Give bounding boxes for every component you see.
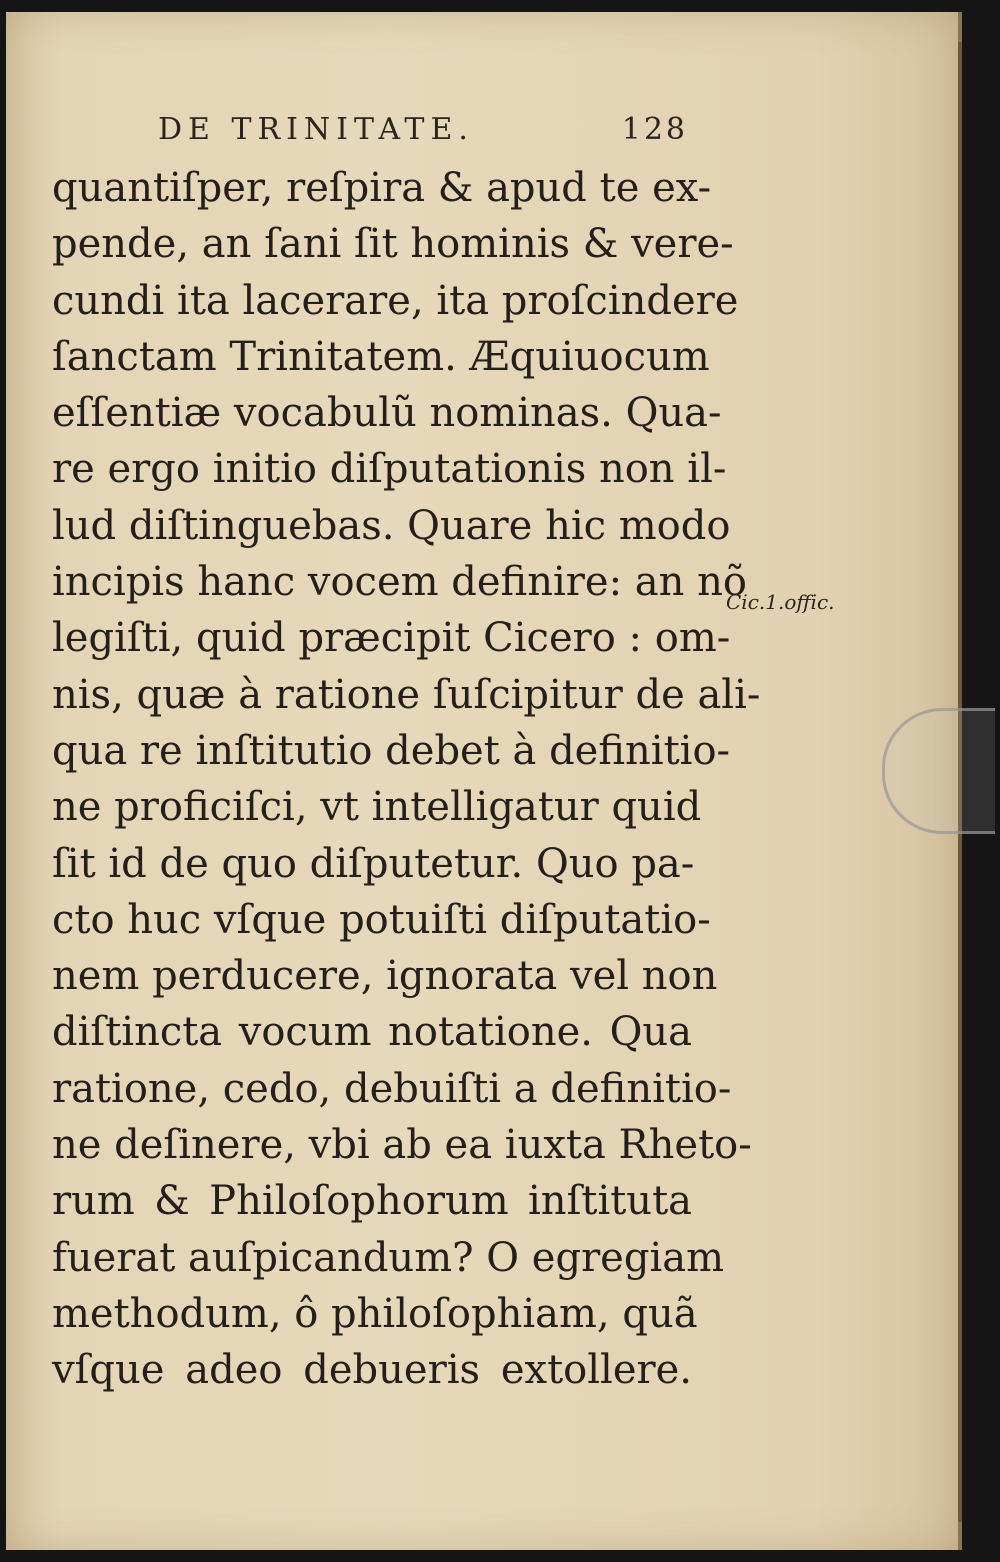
page-number: 128 bbox=[621, 112, 688, 147]
text-line: re ergo initio diſputationis non il- bbox=[52, 446, 727, 493]
text-line: eſſentiæ vocabulũ nominas. Qua- bbox=[52, 390, 722, 437]
text-line: ſit id de quo diſputetur. Quo pa- bbox=[52, 840, 695, 887]
text-line: ne deſinere, vbi ab ea iuxta Rheto- bbox=[52, 1122, 752, 1169]
text-line: qua re inſtitutio debet à definitio- bbox=[52, 727, 731, 774]
text-line: ratione, cedo, debuiſti a definitio- bbox=[52, 1065, 732, 1112]
text-line: nis, quæ à ratione ſuſcipitur de ali- bbox=[52, 671, 761, 718]
text-line: quantiſper, reſpira & apud te ex- bbox=[52, 165, 712, 211]
body-text bbox=[52, 160, 761, 1399]
text-line: legiſti, quid præcipit Cicero : om- bbox=[52, 615, 731, 662]
text-line: nem perducere, ignorata vel non bbox=[52, 953, 718, 1000]
text-line: lud diſtinguebas. Quare hic modo bbox=[52, 502, 731, 549]
text-line: cundi ita lacerare, ita proſcindere bbox=[52, 277, 739, 324]
text-line: fuerat auſpicandum? O egregiam bbox=[52, 1234, 725, 1281]
book-page bbox=[6, 12, 962, 1550]
text-line: methodum, ô philoſophiam, quã bbox=[52, 1290, 698, 1337]
text-line: pende, an ſani ſit hominis & vere- bbox=[52, 221, 734, 268]
text-line: ne proficiſci, vt intelligatur quid bbox=[52, 784, 702, 831]
text-line: ſanctam Trinitatem. Æquiuocum bbox=[52, 333, 710, 380]
running-title: DE TRINITATE. bbox=[158, 112, 474, 147]
text-line: incipis hanc vocem definire: an nõ bbox=[52, 559, 747, 606]
page-clip bbox=[882, 708, 995, 834]
marginal-note: Cic.1.offic. bbox=[726, 590, 835, 614]
text-line: cto huc vſque potuiſti diſputatio- bbox=[52, 896, 711, 943]
text-line: vſque adeo debueris extollere. bbox=[52, 1347, 692, 1394]
text-line: rum & Philoſophorum inſtituta bbox=[52, 1178, 692, 1225]
text-line: diſtincta vocum notatione. Qua bbox=[52, 1009, 692, 1056]
page-header bbox=[158, 112, 688, 156]
